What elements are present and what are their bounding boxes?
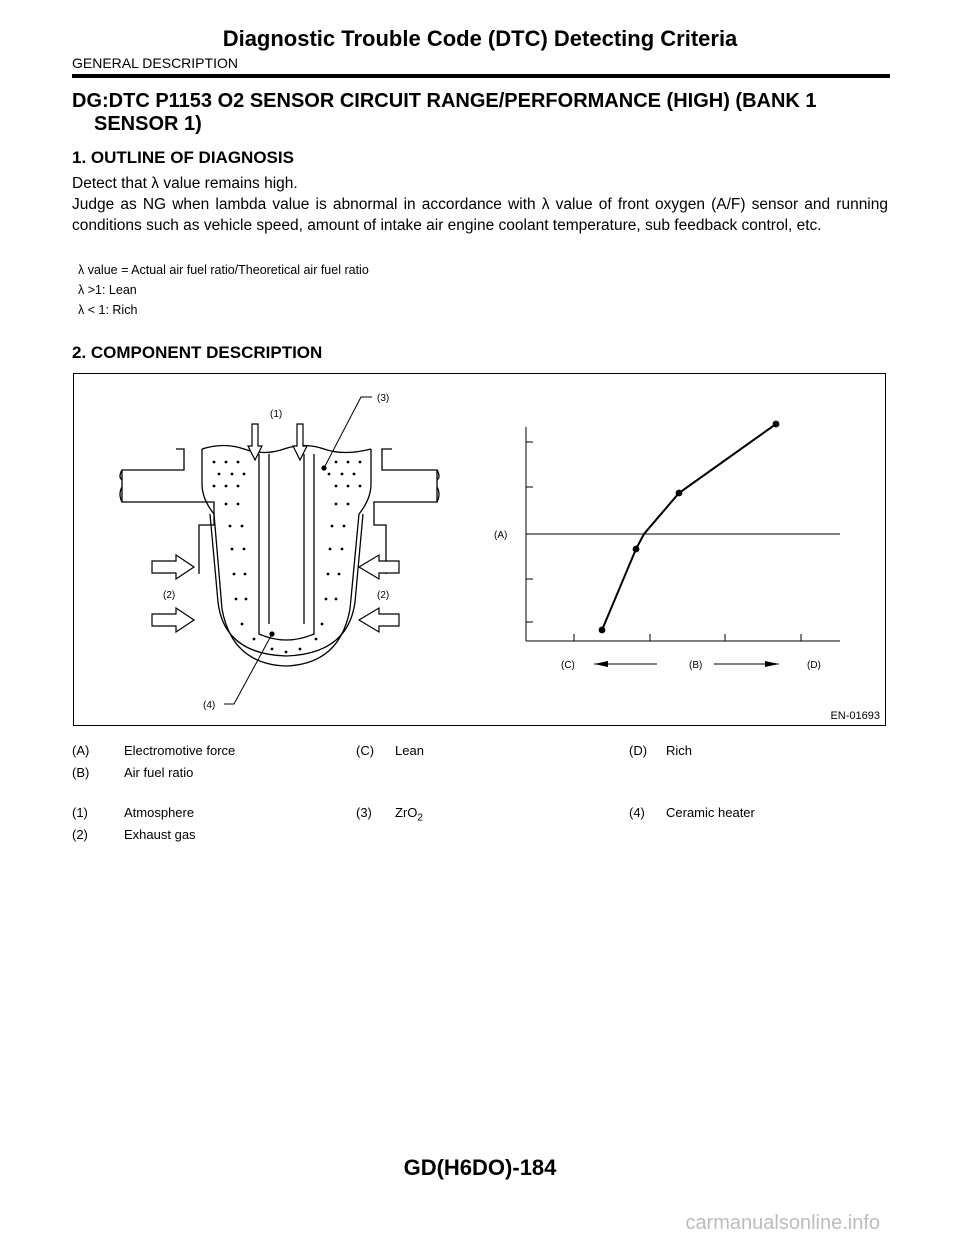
electrolyte-dots <box>213 461 362 654</box>
dtc-title-line2: SENSOR 1) <box>94 113 202 135</box>
legend-text: Ceramic heater <box>666 805 755 820</box>
legend-key: (2) <box>72 827 88 842</box>
legend-text: Exhaust gas <box>124 827 196 842</box>
legend-text: Atmosphere <box>124 805 195 820</box>
label-A: (A) <box>494 530 508 541</box>
label-1: (1) <box>270 409 283 420</box>
legend-subscript: 2 <box>417 812 423 824</box>
atmosphere-arrows <box>248 424 307 460</box>
legend-key: (3) <box>356 805 372 820</box>
dtc-title-line1: DG:DTC P1153 O2 SENSOR CIRCUIT RANGE/PERFORMANCE (HIGH) (BANK 1 <box>72 90 817 112</box>
legend-4 <box>629 805 755 820</box>
label-2-right: (2) <box>377 590 390 601</box>
figure-id: EN-01693 <box>830 710 880 722</box>
label-4: (4) <box>203 700 216 711</box>
watermark: carmanualsonline.info <box>685 1212 880 1234</box>
label-2-left: (2) <box>163 590 176 601</box>
outline-heading: 1. OUTLINE OF DIAGNOSIS <box>72 148 294 167</box>
component-heading: 2. COMPONENT DESCRIPTION <box>72 343 323 362</box>
dtc-title <box>72 90 902 136</box>
legend-key: (A) <box>72 743 90 758</box>
label-3: (3) <box>377 393 390 404</box>
legend-text: Lean <box>395 743 424 758</box>
outline-text <box>72 173 888 236</box>
outline-para2: Judge as NG when lambda value is abnormal in accordance with λ value of front oxygen (A/F) sensor and running conditions such as vehicle speed, amount of intake air engine coolant temperature, sub feedback control, etc. <box>72 196 888 234</box>
label-D: (D) <box>807 660 821 671</box>
legend-key: (C) <box>356 743 375 758</box>
header-divider <box>72 74 890 78</box>
lambda-note-2: λ >1: Lean <box>78 283 137 297</box>
sensor-diagram <box>74 374 885 725</box>
label-C: (C) <box>561 660 575 671</box>
component-figure <box>73 373 886 726</box>
legend-C <box>356 743 424 758</box>
emf-graph <box>526 424 840 664</box>
label-B: (B) <box>689 660 703 671</box>
legend-text: Air fuel ratio <box>124 765 194 780</box>
legend-3 <box>356 805 423 824</box>
exhaust-arrows <box>152 555 399 632</box>
legend-key: (B) <box>72 765 90 780</box>
legend-2 <box>72 827 196 842</box>
outline-para1: Detect that λ value remains high. <box>72 175 298 192</box>
page-title: Diagnostic Trouble Code (DTC) Detecting Criteria <box>222 26 738 51</box>
lambda-note-1: λ value = Actual air fuel ratio/Theoretical air fuel ratio <box>78 263 369 277</box>
legend-text: ZrO <box>395 805 418 820</box>
legend-1 <box>72 805 194 820</box>
legend-D <box>629 743 692 758</box>
legend-key: (1) <box>72 805 88 820</box>
legend-A <box>72 743 235 758</box>
legend-B <box>72 765 193 780</box>
legend-text: Rich <box>666 743 693 758</box>
legend-key: (4) <box>629 805 645 820</box>
section-subtitle: GENERAL DESCRIPTION <box>72 55 238 71</box>
legend-text: Electromotive force <box>124 743 236 758</box>
legend-key: (D) <box>629 743 648 758</box>
sensor-cross-section <box>120 446 439 667</box>
lambda-note-3: λ < 1: Rich <box>78 303 138 317</box>
page-number: GD(H6DO)-184 <box>403 1155 557 1180</box>
